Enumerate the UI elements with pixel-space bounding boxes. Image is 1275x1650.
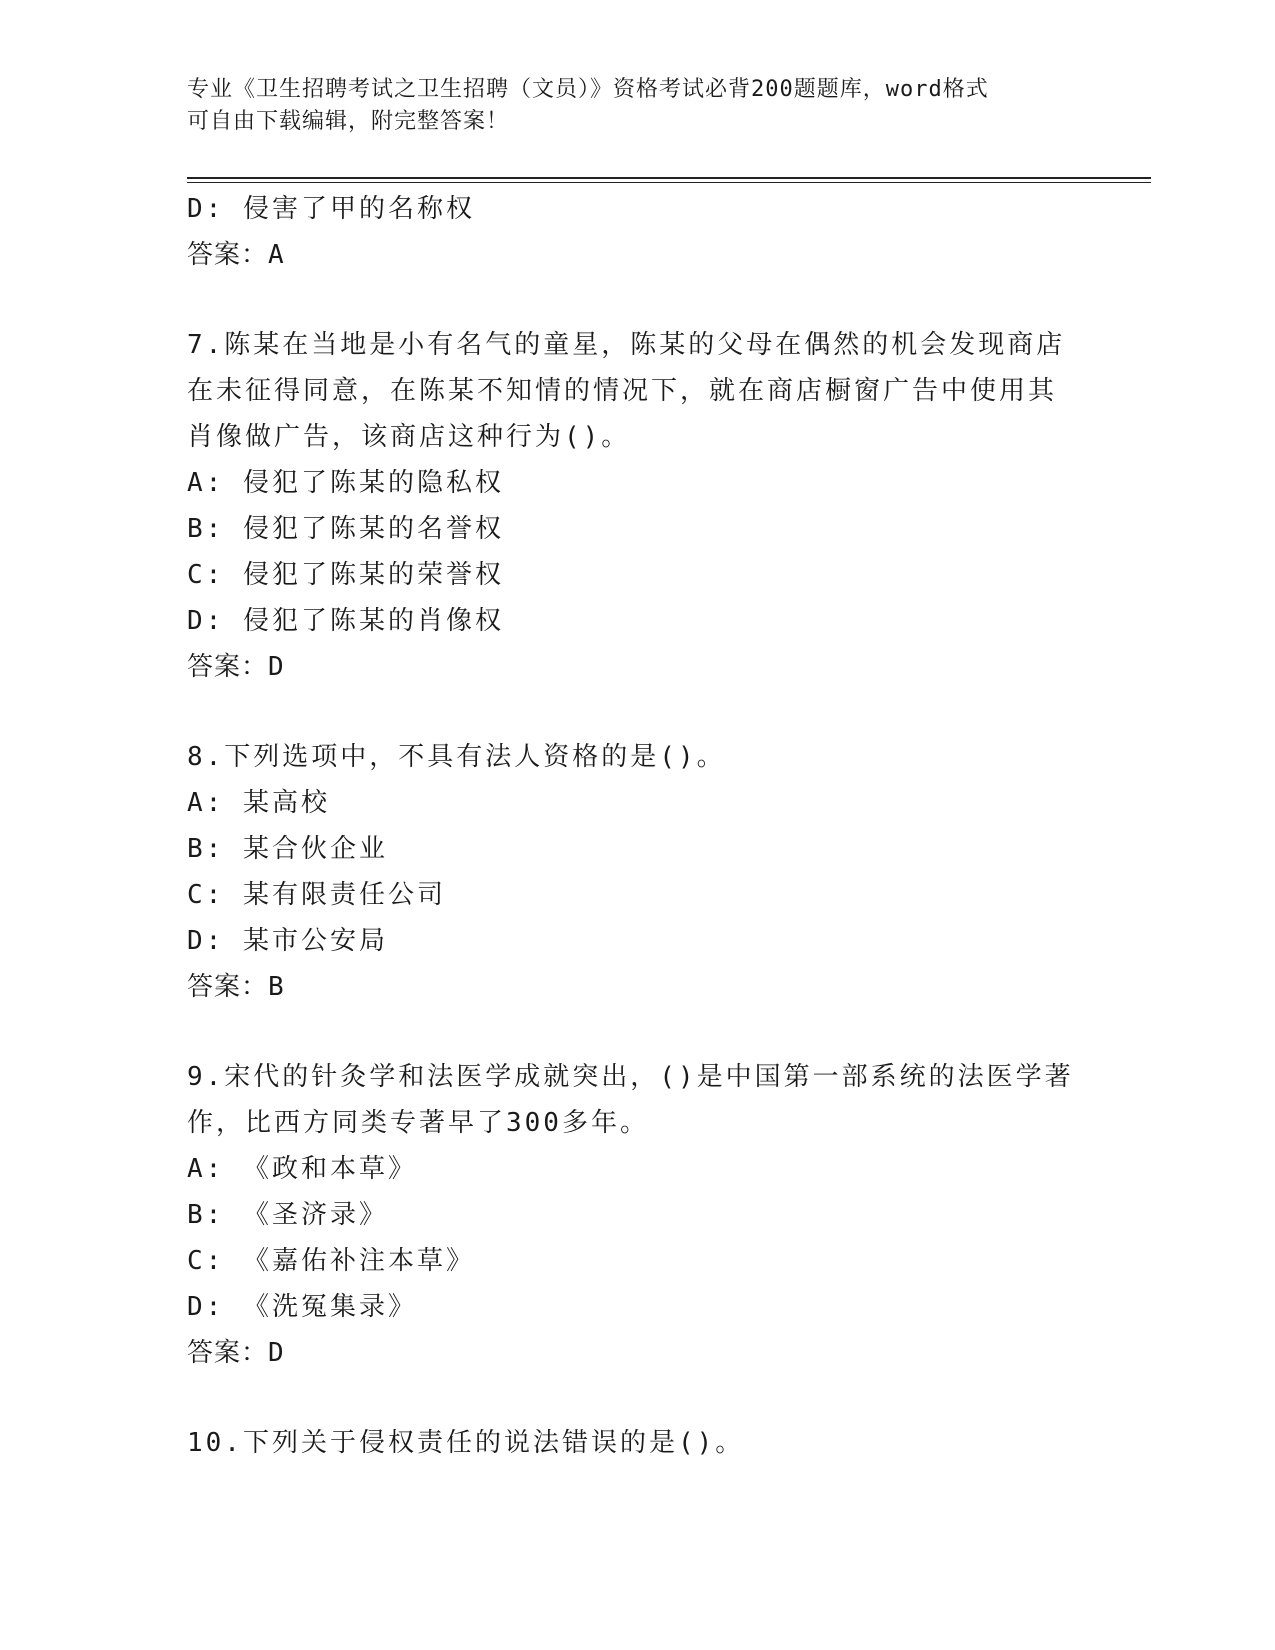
answer-line xyxy=(187,232,1087,278)
answer-label: 答案： xyxy=(187,972,269,1002)
option-d: D: 侵害了甲的名称权 xyxy=(187,194,475,224)
answer-label: 答案： xyxy=(187,1338,269,1368)
option-d: D: 某市公安局 xyxy=(187,926,388,956)
option-a: A: 侵犯了陈某的隐私权 xyxy=(187,468,504,498)
option-d: D: 侵犯了陈某的肖像权 xyxy=(187,606,504,636)
answer-line xyxy=(187,644,1087,690)
option-a: A: 《政和本草》 xyxy=(187,1154,417,1184)
question-stem-line-2: 在未征得同意，在陈某不知情的情况下，就在商店橱窗广告中使用其 xyxy=(187,376,1058,406)
header-divider-thick xyxy=(187,177,1151,179)
question-block-7 xyxy=(187,322,1087,690)
question-block-10 xyxy=(187,1420,1087,1466)
option-b: B: 侵犯了陈某的名誉权 xyxy=(187,514,504,544)
answer-label: 答案： xyxy=(187,652,269,682)
spacer xyxy=(187,690,1087,734)
question-block-9 xyxy=(187,1054,1087,1376)
question-block-8 xyxy=(187,734,1087,1010)
answer-value: D xyxy=(268,652,285,682)
question-stem-line-2: 作，比西方同类专著早了300多年。 xyxy=(187,1108,649,1138)
header-title-line-1: 专业《卫生招聘考试之卫生招聘（文员）》资格考试必背200题题库，word格式 xyxy=(187,77,989,102)
question-stem-line-1: 7.陈某在当地是小有名气的童星，陈某的父母在偶然的机会发现商店 xyxy=(187,330,1066,360)
option-d: D: 《洗冤集录》 xyxy=(187,1292,417,1322)
option-a: A: 某高校 xyxy=(187,788,330,818)
question-block-previous xyxy=(187,186,1087,278)
question-stem-line-1: 9.宋代的针灸学和法医学成就突出，()是中国第一部系统的法医学著 xyxy=(187,1062,1074,1092)
question-content xyxy=(187,186,1087,1466)
answer-line xyxy=(187,964,1087,1010)
spacer xyxy=(187,278,1087,322)
document-header xyxy=(187,74,1067,138)
option-b: B: 《圣济录》 xyxy=(187,1200,388,1230)
answer-label: 答案： xyxy=(187,240,269,270)
answer-value: B xyxy=(268,972,285,1002)
header-title-line-2: 可自由下载编辑，附完整答案！ xyxy=(187,109,510,134)
answer-value: A xyxy=(268,240,285,270)
question-stem-line-1: 8.下列选项中，不具有法人资格的是()。 xyxy=(187,742,726,772)
spacer xyxy=(187,1010,1087,1054)
header-divider-thin xyxy=(187,182,1151,183)
answer-line xyxy=(187,1330,1087,1376)
spacer xyxy=(187,1376,1087,1420)
option-c: C: 某有限责任公司 xyxy=(187,880,446,910)
option-b: B: 某合伙企业 xyxy=(187,834,388,864)
question-stem-line-1: 10.下列关于侵权责任的说法错误的是()。 xyxy=(187,1428,745,1458)
question-stem-line-3: 肖像做广告，该商店这种行为()。 xyxy=(187,422,631,452)
answer-value: D xyxy=(268,1338,285,1368)
option-c: C: 侵犯了陈某的荣誉权 xyxy=(187,560,504,590)
option-c: C: 《嘉佑补注本草》 xyxy=(187,1246,475,1276)
